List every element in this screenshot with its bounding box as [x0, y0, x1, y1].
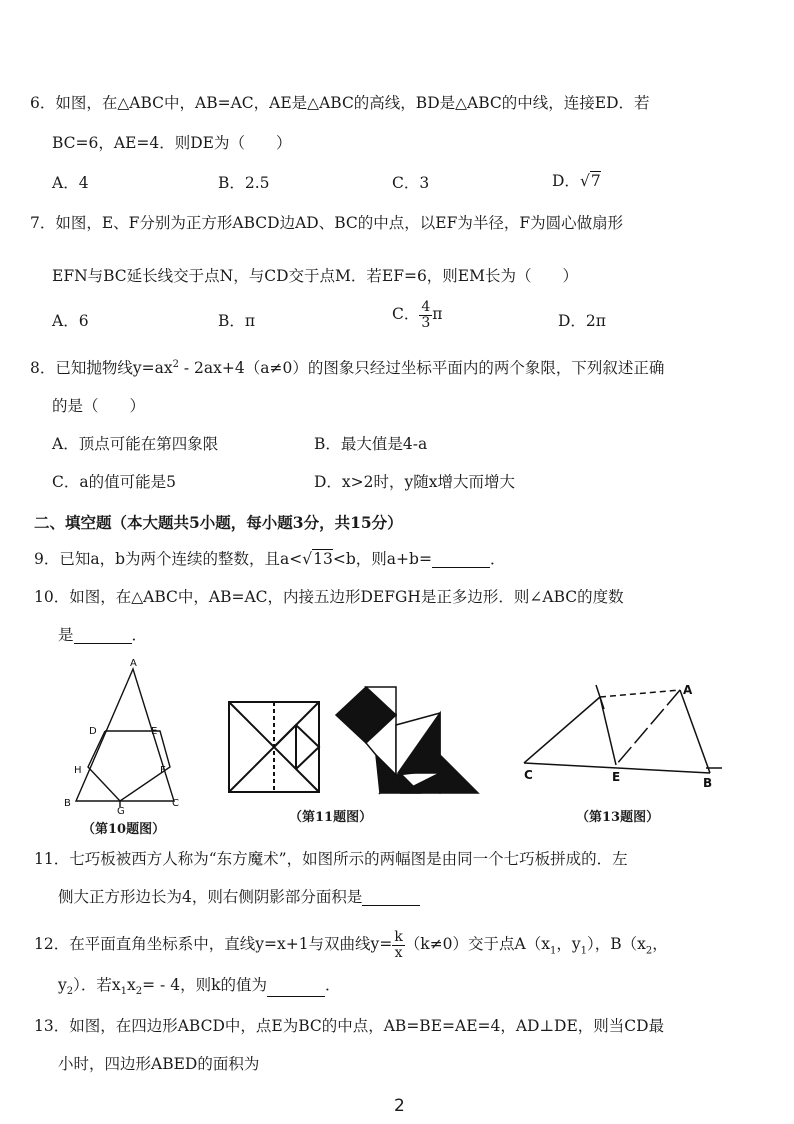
q7-option-b: B．π [218, 312, 256, 330]
q13-line1: 13．如图，在四边形ABCD中，点E为BC的中点，AB=BE=AE=4，AD⊥DE，则当CD最 [34, 1017, 665, 1035]
q6-option-d: D．√7 [552, 172, 601, 190]
fig11-foot-right [440, 755, 478, 793]
fig13-side-da [600, 690, 680, 697]
figures-row [0, 655, 794, 840]
page-number: 2 [394, 1096, 405, 1116]
q8-line1-a: 8．已知抛物线y=ax [30, 359, 173, 378]
q8-option-b: B．最大值是4-a [314, 435, 428, 453]
fig13-label-b: B [703, 776, 713, 790]
q9-prefix: 9．已知a，b为两个连续的整数，且a< [34, 550, 303, 568]
q12-sub-x2: 2 [645, 945, 653, 957]
q6-option-a: A．4 [52, 174, 89, 192]
q12-line1-b: （k≠0）交于点A（x [404, 935, 550, 954]
figure-13 [524, 685, 710, 773]
q8-line1-b: - 2ax+4（a≠0）的图象只经过坐标平面内的两个象限，下列叙述正确 [178, 359, 665, 378]
q9-end: ． [489, 550, 506, 568]
q6-option-d-label: D． [552, 172, 580, 190]
q12-line2 [58, 978, 341, 997]
q7-frac-den: 3 [421, 314, 431, 331]
q12-line1-e: ， [652, 935, 668, 954]
q6-option-b: B．2.5 [218, 174, 270, 192]
q11-line2 [58, 890, 420, 906]
q11-line1: 11．七巧板被西方人称为“东方魔术”，如图所示的两幅图是由同一个七巧板拼成的．左 [34, 850, 628, 868]
q8-line1-sup: 2 [172, 359, 179, 370]
fig13-side-ab [680, 690, 710, 773]
q12-fraction [392, 930, 404, 960]
q12-end: ． [324, 976, 341, 994]
q12-line1-a: 12．在平面直角坐标系中，直线y=x+1与双曲线y= [34, 935, 393, 954]
q10-line1: 10．如图，在△ABC中，AB=AC，内接五边形DEFGH是正多边形．则∠ABC的度数 [34, 588, 624, 606]
q12-line2-a: y [58, 976, 67, 994]
q12-line2-d: = - 4，则k的值为 [142, 976, 267, 994]
figure-10 [76, 669, 174, 807]
fig11-caption: （第11题图） [289, 810, 373, 825]
fig10-label-h: H [74, 765, 82, 776]
fig13-label-c: C [524, 768, 533, 782]
fig13-side-cd [524, 697, 600, 763]
fig10-label-c: C [172, 798, 179, 809]
q8-option-c: C．a的值可能是5 [52, 473, 176, 491]
q12-frac-num: k [394, 929, 403, 945]
q9-suffix: <b，则a+b= [332, 550, 432, 568]
q12-line2-c: x [127, 976, 136, 994]
q12-line2-b: ）．若x [73, 976, 121, 994]
q12-sub-x1: 1 [549, 945, 557, 957]
q7-frac-suffix: π [432, 305, 443, 324]
q12-sub-y2: 2 [66, 986, 74, 998]
q6-line2: BC=6，AE=4．则DE为（ ） [52, 134, 292, 152]
fig10-label-g: G [117, 806, 125, 817]
q11-answer-blank[interactable] [362, 905, 420, 906]
fig13-label-e: E [612, 770, 621, 784]
q8-line2: 的是（ ） [52, 397, 146, 415]
q8-option-a: A．顶点可能在第四象限 [52, 435, 219, 453]
q9-answer-blank[interactable] [432, 567, 490, 568]
fig10-label-d: D [89, 726, 97, 737]
q7-option-a: A．6 [52, 312, 89, 330]
q10-answer-blank[interactable] [74, 643, 132, 644]
q7-option-c-fraction [419, 300, 432, 330]
q12-answer-blank[interactable] [267, 996, 325, 997]
fig10-label-f: F [160, 765, 166, 776]
q7-line2: EFN与BC延长线交于点N，与CD交于点M．若EF=6，则EM长为（ ） [52, 267, 578, 285]
fig10-caption: （第10题图） [82, 822, 166, 837]
q12-line1-c: ，y [556, 935, 581, 954]
q8-line1 [30, 360, 664, 377]
q7-line1: 7．如图，E、F分别为正方形ABCD边AD、BC的中点，以EF为半径，F为圆心做扇形 [30, 214, 624, 232]
fig10-label-e: E [151, 726, 158, 737]
fig10-label-a: A [130, 658, 137, 669]
q10-line2-text: 是 [58, 626, 74, 644]
q11-line2-text: 侧大正方形边长为4，则右侧阴影部分面积是 [58, 888, 363, 906]
q9-line: 9．已知a，b为两个连续的整数，且a<√13<b，则a+b= ． [34, 550, 506, 568]
q6-option-d-sqrt: 7 [590, 172, 601, 190]
fig13-label-a: A [683, 683, 693, 697]
fig10-label-b: B [64, 798, 71, 809]
q7-frac-num: 4 [421, 299, 431, 315]
q7-option-c-label: C． [392, 305, 420, 324]
q12-sub-y1: 1 [580, 945, 587, 957]
q7-option-c [392, 300, 442, 330]
figure-11-square [229, 702, 319, 792]
q13-line2: 小时，四边形ABED的面积为 [58, 1055, 260, 1073]
q10-end: ． [131, 626, 148, 644]
q9-sqrt: 13 [313, 550, 333, 568]
q6-line1: 6．如图，在△ABC中，AB=AC，AE是△ABC的高线，BD是△ABC的中线，连接ED．若 [30, 94, 650, 112]
q12-line1 [34, 930, 668, 960]
fig13-caption: （第13题图） [576, 810, 660, 825]
figure-11-shape [336, 687, 478, 793]
q8-option-d: D．x>2时，y随x增大而增大 [314, 473, 516, 491]
q12-frac-den: x [394, 944, 403, 961]
fig10-pentagon [88, 731, 170, 801]
q12-sub-x2b: 2 [135, 986, 143, 998]
section-fill-in-blank: 二、填空题（本大题共5小题，每小题3分，共15分） [34, 513, 403, 532]
q6-option-c: C．3 [392, 174, 430, 192]
q12-sub-x1b: 1 [120, 986, 128, 998]
fig13-ae [616, 690, 680, 765]
q7-option-d: D．2π [558, 312, 606, 330]
fig13-de [600, 697, 616, 765]
q10-line2 [58, 628, 147, 644]
q12-line1-d: ），B（x [587, 935, 646, 954]
